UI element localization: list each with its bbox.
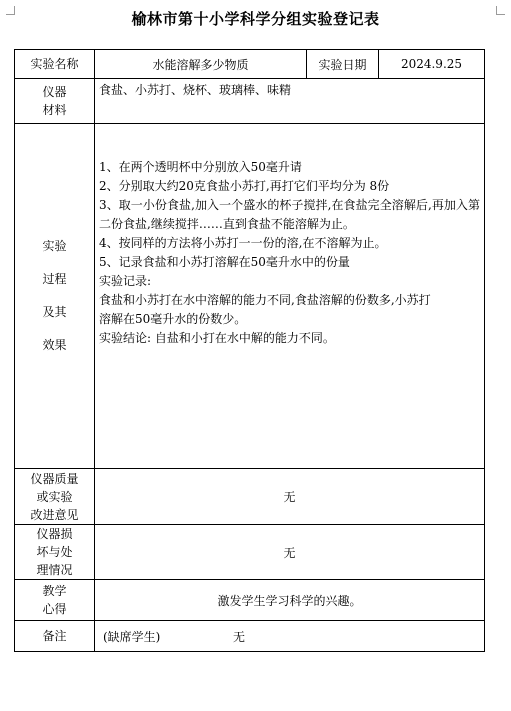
remarks-value: 无 xyxy=(233,629,246,644)
equipment-label: 仪器 材料 xyxy=(15,79,95,124)
registration-table xyxy=(14,49,485,652)
quality-label: 仪器质量 或实验 改进意见 xyxy=(15,469,95,525)
process-line: 实验记录: xyxy=(99,274,152,288)
remarks-label: 备注 xyxy=(15,621,95,652)
teaching-notes-label: 教学 心得 xyxy=(15,580,95,621)
absent-students-label: (缺席学生) xyxy=(103,629,161,644)
row-remarks xyxy=(15,621,485,652)
row-process xyxy=(15,124,485,469)
process-content xyxy=(95,124,485,469)
experiment-date-label: 实验日期 xyxy=(307,50,379,79)
row-damage xyxy=(15,525,485,580)
process-line: 溶解在50毫升水的份数少。 xyxy=(99,312,247,326)
process-label: 实验 过程 及其 效果 xyxy=(15,124,95,469)
equipment-value: 食盐、小苏打、烧杯、玻璃棒、味精 xyxy=(95,79,485,124)
experiment-date-value: 2024.9.25 xyxy=(379,50,485,79)
row-equipment xyxy=(15,79,485,124)
experiment-name-label: 实验名称 xyxy=(15,50,95,79)
page-title: 榆林市第十小学科学分组实验登记表 xyxy=(131,10,380,28)
row-experiment-name xyxy=(15,50,485,79)
experiment-name-value: 水能溶解多少物质 xyxy=(95,50,307,79)
damage-value: 无 xyxy=(95,525,485,580)
process-line: 2、分别取大约20克食盐小苏打,再打它们平均分为 8份 xyxy=(99,179,390,193)
damage-label: 仪器损 坏与处 理情况 xyxy=(15,525,95,580)
process-line: 4、按同样的方法将小苏打一一份的溶,在不溶解为止。 xyxy=(99,236,387,250)
remarks-content xyxy=(95,621,485,652)
process-line: 实验结论: 自盐和小打在水中解的能力不同。 xyxy=(99,331,335,345)
process-line: 1、在两个透明杯中分别放入50毫升请 xyxy=(99,160,302,174)
teaching-notes-value: 激发学生学习科学的兴趣。 xyxy=(95,580,485,621)
process-line: 5、记录食盐和小苏打溶解在50毫升水中的份量 xyxy=(99,255,350,269)
quality-value: 无 xyxy=(95,469,485,525)
process-line: 3、取一小份食盐,加入一个盛水的杯子搅拌,在食盐完全溶解后,再加入第二份食盐,继续搅拌……直到食盐不能溶解为止。 xyxy=(99,198,480,231)
process-line: 食盐和小苏打在水中溶解的能力不同,食盐溶解的份数多,小苏打 xyxy=(99,293,431,307)
row-teaching-notes xyxy=(15,580,485,621)
row-quality xyxy=(15,469,485,525)
